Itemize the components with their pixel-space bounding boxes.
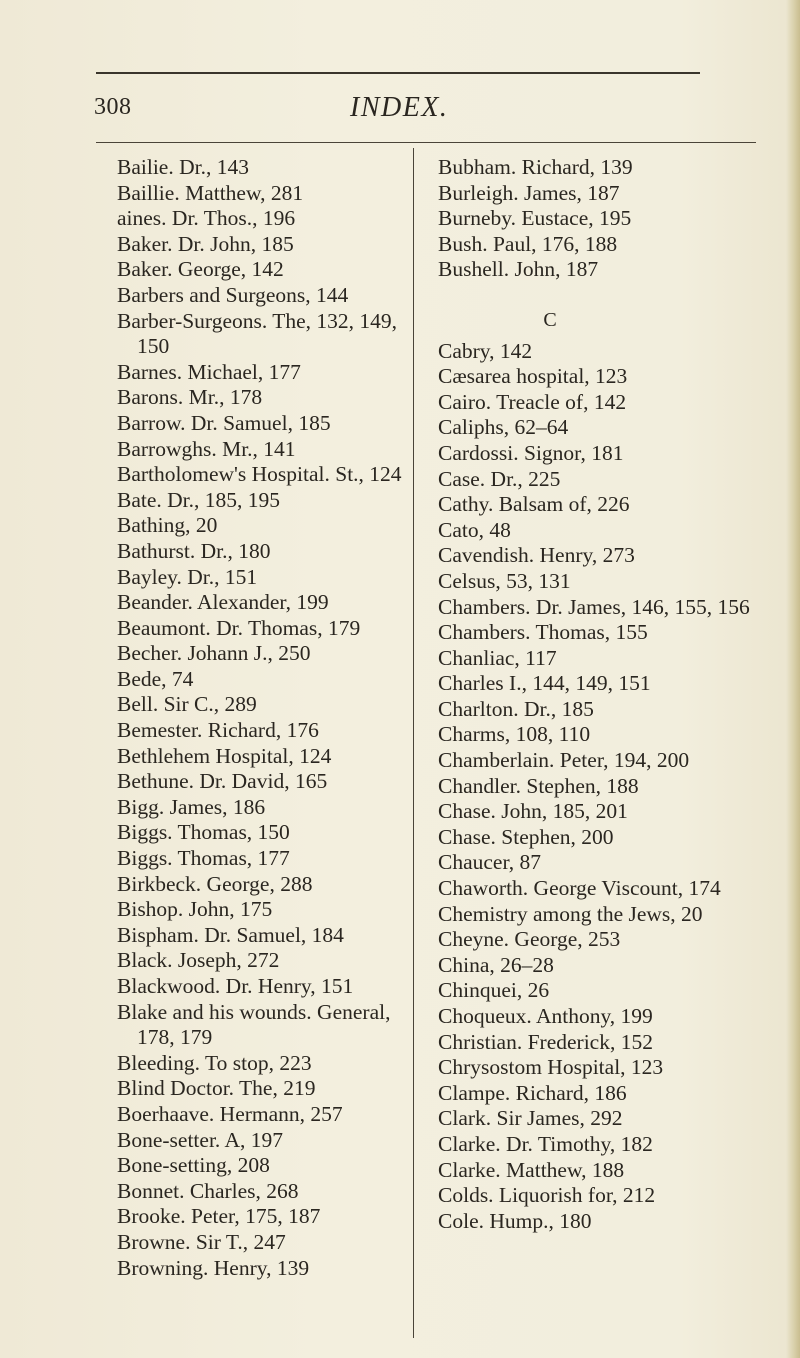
index-entry: Blind Doctor. The, 219 (117, 1076, 316, 1101)
index-entry: Chamberlain. Peter, 194, 200 (438, 748, 690, 773)
index-entry: Bathurst. Dr., 180 (117, 538, 271, 563)
index-entry: Case. Dr., 225 (438, 466, 561, 491)
index-entry: Clark. Sir James, 292 (438, 1106, 623, 1131)
index-entry: Barnes. Michael, 177 (117, 359, 301, 384)
index-entry: Bone-setting, 208 (117, 1153, 270, 1178)
index-entry: Bonnet. Charles, 268 (117, 1178, 299, 1203)
index-entry: Biggs. Thomas, 150 (117, 820, 290, 845)
index-entry: aines. Dr. Thos., 196 (117, 206, 296, 231)
index-entry: Blake and his wounds. General, 178, 179 (117, 999, 391, 1050)
index-entry: Cæsarea hospital, 123 (438, 364, 628, 389)
index-column-left (117, 155, 407, 1281)
index-entry: Baker. Dr. John, 185 (117, 231, 294, 256)
index-entry: Bell. Sir C., 289 (117, 692, 257, 717)
index-entry: Charms, 108, 110 (438, 722, 591, 747)
index-entry: Boerhaave. Hermann, 257 (117, 1101, 343, 1126)
index-entry: Bigg. James, 186 (117, 794, 266, 819)
index-entry: Chaucer, 87 (438, 850, 542, 875)
index-entry: Blackwood. Dr. Henry, 151 (117, 974, 354, 998)
index-entry: Chrysostom Hospital, 123 (438, 1055, 664, 1080)
index-entry: Birkbeck. George, 288 (117, 871, 313, 896)
index-entry: Barons. Mr., 178 (117, 385, 263, 410)
index-column-right (438, 155, 768, 1234)
index-entry: Clarke. Dr. Timothy, 182 (438, 1131, 653, 1156)
index-entry: Bartholomew's Hospital. St., 124 (117, 462, 402, 487)
index-entry: Chandler. Stephen, 188 (438, 773, 639, 798)
index-entry: Cardossi. Signor, 181 (438, 440, 624, 465)
index-entry: Cavendish. Henry, 273 (438, 543, 635, 568)
index-entry: Chemistry among the Jews, 20 (438, 901, 703, 926)
index-entry: Bethlehem Hospital, 124 (117, 743, 332, 768)
index-entry: Chambers. Dr. James, 146, 155, 156 (438, 594, 750, 619)
index-entry: Browning. Henry, 139 (117, 1255, 310, 1280)
index-entry: Bishop. John, 175 (117, 897, 273, 922)
page-number: 308 (94, 94, 132, 120)
index-entry: China, 26–28 (438, 952, 554, 977)
index-entry: Choqueux. Anthony, 199 (438, 1004, 653, 1028)
index-entry: Bate. Dr., 185, 195 (117, 487, 281, 512)
index-entry: Barrowghs. Mr., 141 (117, 436, 296, 461)
index-entry: Barbers and Surgeons, 144 (117, 282, 349, 307)
index-entry: Christian. Frederick, 152 (438, 1029, 653, 1054)
page-edge-shadow (786, 0, 800, 1358)
index-entry: Cato, 48 (438, 517, 511, 542)
index-entry: Clarke. Matthew, 188 (438, 1157, 625, 1182)
index-entry: Browne. Sir T., 247 (117, 1229, 286, 1254)
index-entry: Clampe. Richard, 186 (438, 1080, 627, 1105)
index-entry: Becher. Johann J., 250 (117, 641, 311, 666)
index-entry: Burleigh. James, 187 (438, 180, 620, 205)
index-entry: Chanliac, 117 (438, 645, 557, 670)
running-head: INDEX. (350, 92, 449, 123)
index-entry: Chinquei, 26 (438, 978, 550, 1003)
index-entry: Black. Joseph, 272 (117, 948, 280, 973)
index-entry: Baillie. Matthew, 281 (117, 180, 304, 205)
index-entry: Bone-setter. A, 197 (117, 1127, 284, 1152)
index-entry: Biggs. Thomas, 177 (117, 846, 290, 871)
index-entry: Cairo. Treacle of, 142 (438, 389, 627, 414)
index-entry: Brooke. Peter, 175, 187 (117, 1204, 321, 1229)
index-entry: Cabry, 142 (438, 338, 533, 363)
index-entry: Baker. George, 142 (117, 257, 284, 282)
index-entry: Burneby. Eustace, 195 (438, 206, 632, 231)
index-entry: Bede, 74 (117, 666, 194, 691)
index-entry: Bathing, 20 (117, 513, 218, 538)
section-letter-heading: C (543, 308, 557, 331)
index-entry: Bayley. Dr., 151 (117, 564, 258, 589)
index-entry: Cole. Hump., 180 (438, 1208, 592, 1233)
page-header (0, 88, 800, 128)
index-entry: Beaumont. Dr. Thomas, 179 (117, 615, 361, 640)
index-entry: Bailie. Dr., 143 (117, 155, 249, 179)
index-entry: Charles I., 144, 149, 151 (438, 671, 651, 696)
index-entry: Bethune. Dr. David, 165 (117, 769, 328, 794)
index-entry: Caliphs, 62–64 (438, 415, 569, 440)
index-entry: Bleeding. To stop, 223 (117, 1050, 312, 1075)
index-entry: Cathy. Balsam of, 226 (438, 492, 630, 517)
index-entry: Bushell. John, 187 (438, 257, 599, 282)
column-divider (413, 148, 414, 1338)
index-entry: Chaworth. George Viscount, 174 (438, 876, 721, 901)
index-entry: Colds. Liquorish for, 212 (438, 1183, 656, 1208)
index-entry: Bispham. Dr. Samuel, 184 (117, 922, 344, 947)
index-entry: Beander. Alexander, 199 (117, 590, 329, 615)
index-entry: Celsus, 53, 131 (438, 568, 571, 593)
index-entry: Cheyne. George, 253 (438, 927, 621, 952)
index-entry: Chase. Stephen, 200 (438, 824, 614, 849)
top-rule (96, 72, 700, 74)
index-entry: Chase. John, 185, 201 (438, 799, 628, 824)
index-entry: Bubham. Richard, 139 (438, 155, 633, 179)
index-entry: Bush. Paul, 176, 188 (438, 231, 618, 256)
header-rule (96, 142, 756, 143)
index-entry: Barrow. Dr. Samuel, 185 (117, 410, 331, 435)
index-entry: Barber-Surgeons. The, 132, 149, 150 (117, 308, 398, 359)
index-entry: Bemester. Richard, 176 (117, 718, 319, 743)
index-entry: Chambers. Thomas, 155 (438, 620, 648, 645)
index-entry: Charlton. Dr., 185 (438, 696, 594, 721)
